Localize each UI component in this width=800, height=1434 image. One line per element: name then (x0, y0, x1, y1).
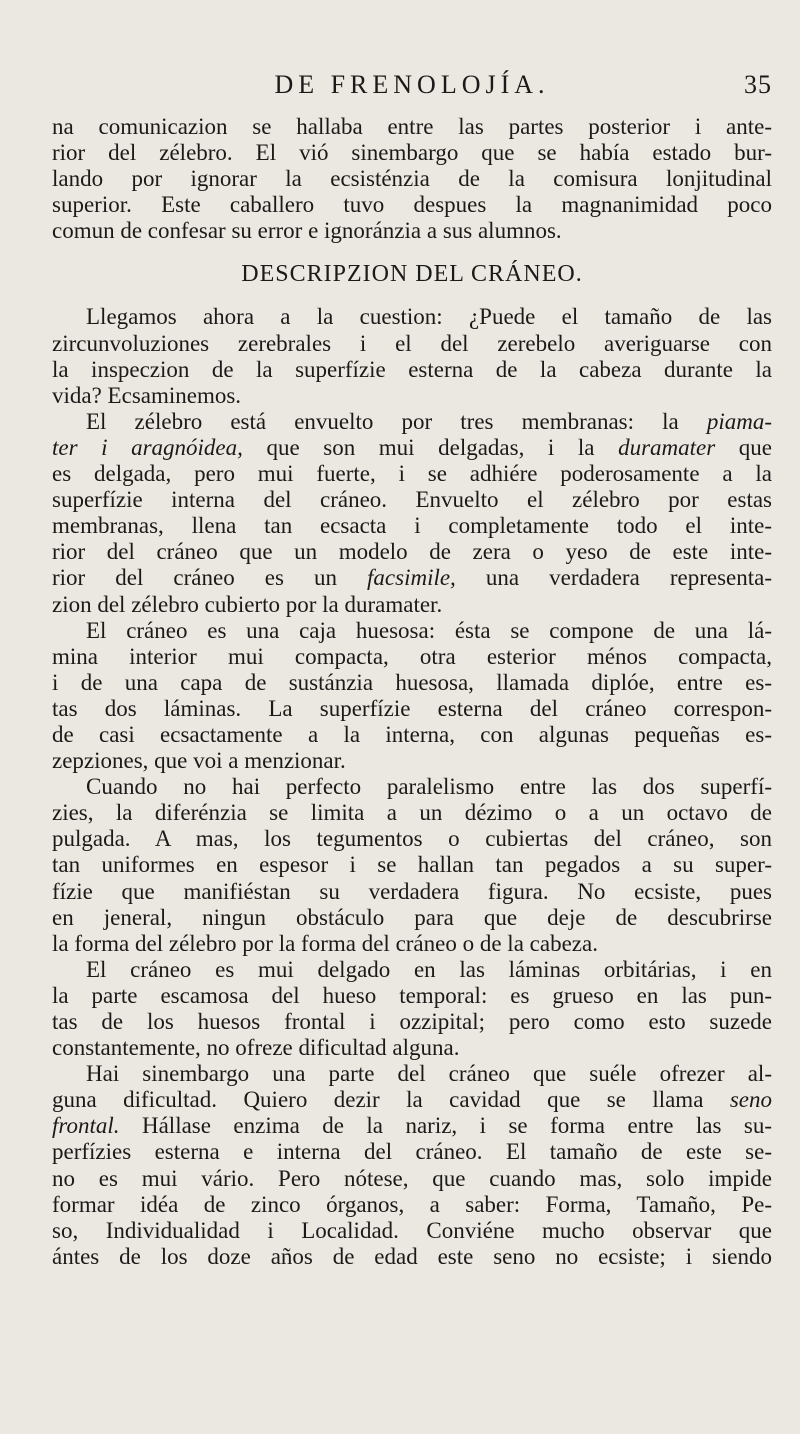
italic-term: facsimile, (367, 565, 456, 591)
text-line (52, 1113, 772, 1139)
text-line: El cráneo es una caja huesosa: ésta se compone de una lá- (86, 617, 772, 643)
italic-term: ter i aragnóidea, (52, 434, 243, 460)
text-line: na comunicazion se hallaba entre las partes posterior i ante- (52, 114, 772, 139)
running-title: DE FRENOLOJÍA. (274, 70, 550, 99)
text-line: Hai sinembargo una parte del cráneo que suéle ofrezer al- (86, 1061, 772, 1087)
text-line: pulgada. A mas, los tegumentos o cubiertas del cráneo, son (52, 826, 772, 852)
text-run: rior del cráneo es un (52, 565, 368, 591)
text-line: vida? Ecsaminemos. (52, 382, 242, 408)
text-line: comun de confesar su error e ignoránzia a sus alumnos. (52, 218, 562, 244)
text-run: una verdadera representa- (455, 565, 772, 591)
text-line: constantemente, no ofreze dificultad alguna. (52, 1035, 460, 1061)
text-run: Hállase enzima de la nariz, i se forma entre las su- (119, 1113, 772, 1139)
text-run: El zélebro está envuelto por tres membranas: la (86, 408, 707, 434)
text-run: que (715, 434, 772, 460)
section-heading: DESCRIPZION DEL CRÁNEO. (241, 261, 583, 288)
text-line (52, 409, 772, 435)
text-line (52, 435, 772, 461)
text-line: no es mui vário. Pero nótese, que cuando mas, solo impide (52, 1165, 772, 1191)
text-line: superfízie interna del cráneo. Envuelto el zélebro por estas (52, 487, 772, 513)
text-line (52, 1087, 772, 1113)
text-line: la forma del zélebro por la forma del cráneo o de la cabeza. (52, 930, 598, 956)
text-line: perfízies esterna e interna del cráneo. El tamaño de este se- (52, 1139, 772, 1165)
text-line: El cráneo es mui delgado en las láminas orbitárias, i en (86, 956, 772, 982)
italic-term: seno (729, 1087, 772, 1113)
text-line: tas dos láminas. La superfízie esterna del cráneo correspon- (52, 695, 772, 721)
text-line: es delgada, pero mui fuerte, i se adhiére poderosamente a la (52, 461, 772, 487)
text-line: zies, la diferénzia se limita a un dézimo o a un octavo de (52, 800, 772, 826)
text-line: tas de los huesos frontal i ozzipital; pero como esto suzede (52, 1009, 772, 1034)
text-run: que son mui delgadas, i la (242, 434, 619, 460)
text-line: de casi ecsactamente a la interna, con algunas pequeñas es- (52, 721, 772, 747)
running-head (52, 66, 772, 106)
text-line: so, Individualidad i Localidad. Conviéne mucho observar que (52, 1217, 772, 1243)
text-line: la parte escamosa del hueso temporal: es grueso en las pun- (52, 982, 772, 1008)
text-line: Cuando no hai perfecto paralelismo entre las dos superfí- (86, 774, 772, 800)
text-line: rior del zélebro. El vió sinembargo que se había estado bur- (52, 140, 772, 166)
text-line: Llegamos ahora a la cuestion: ¿Puede el tamaño de las (86, 304, 772, 330)
text-line: fízie que manifiéstan su verdadera figura. No ecsiste, pues (52, 878, 772, 904)
page-number: 35 (744, 70, 772, 99)
italic-term: piama- (706, 408, 772, 434)
text-run: guna dificultad. Quiero dezir la cavidad que se llama (52, 1087, 730, 1113)
text-line: tan uniformes en espesor i se hallan tan pegados a su super- (52, 852, 772, 878)
text-line: rior del cráneo que un modelo de zera o yeso de este inte- (52, 539, 772, 565)
text-line: ántes de los doze años de edad este seno no ecsiste; i siendo (52, 1243, 772, 1269)
text-line: la inspeczion de la superfízie esterna de la cabeza durante la (52, 356, 772, 382)
text-line: lando por ignorar la ecsisténzia de la comisura lonjitudinal (52, 166, 772, 192)
text-line: mina interior mui compacta, otra esterior ménos compacta, (52, 643, 772, 669)
text-line: formar idéa de zinco órganos, a saber: Forma, Tamaño, Pe- (52, 1191, 772, 1217)
text-line: en jeneral, ningun obstáculo para que deje de descubrirse (52, 904, 772, 930)
text-line (52, 565, 772, 591)
page-body (52, 114, 772, 1270)
italic-term: frontal. (52, 1113, 120, 1139)
text-line: membranas, llena tan ecsacta i completamente todo el inte- (52, 513, 772, 539)
text-line: zion del zélebro cubierto por la duramater. (52, 591, 443, 617)
text-line: superior. Este caballero tuvo despues la magnanimidad poco (52, 192, 772, 218)
text-line: zepziones, que voi a menzionar. (52, 748, 346, 774)
text-line: zircunvoluziones zerebrales i el del zerebelo averiguarse con (52, 330, 772, 356)
text-line: i de una capa de sustánzia huesosa, llamada diplóe, entre es- (52, 669, 772, 695)
italic-term: duramater (618, 434, 716, 460)
